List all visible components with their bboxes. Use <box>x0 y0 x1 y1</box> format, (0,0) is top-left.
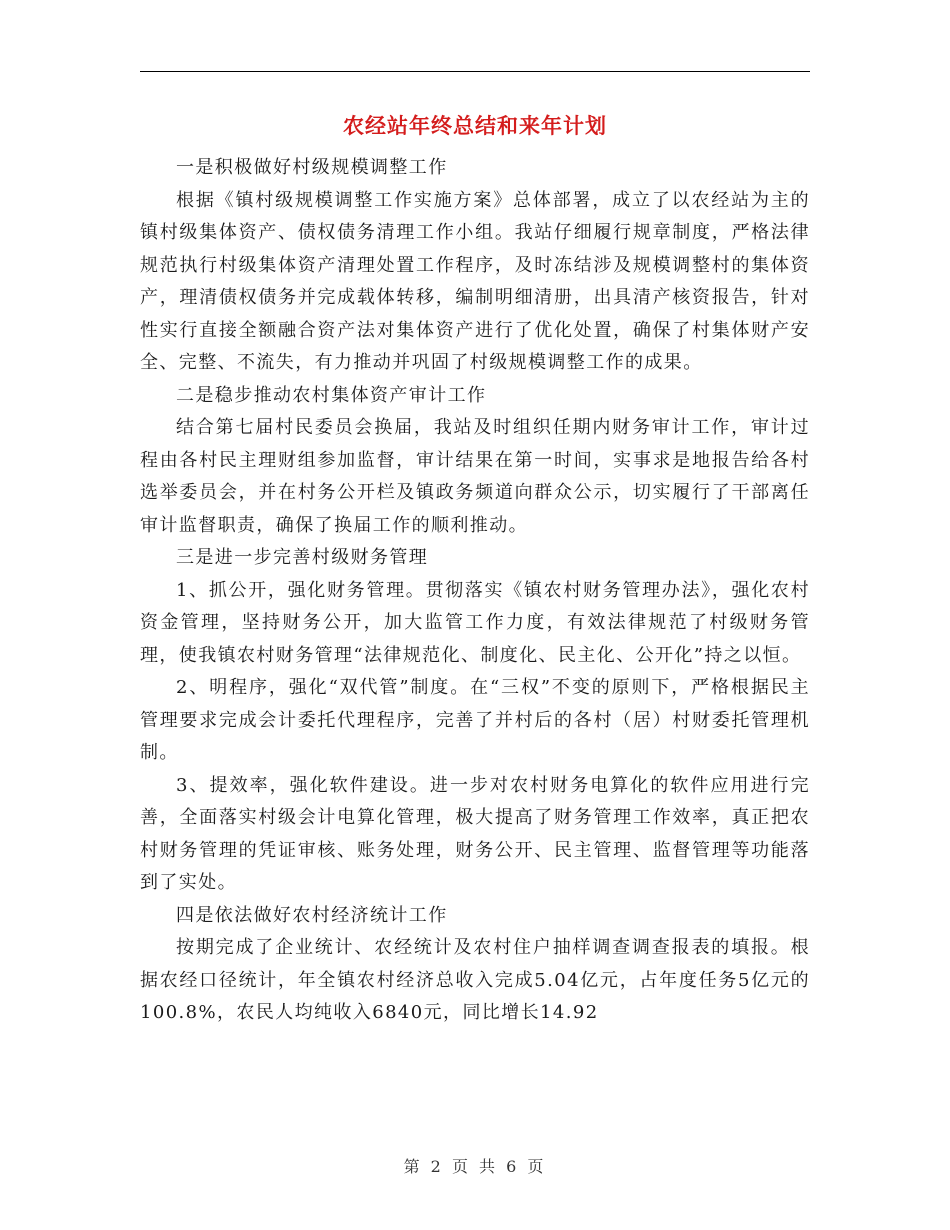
paragraph-economic-statistics: 按期完成了企业统计、农经统计及农村住户抽样调查调查报表的填报。根据农经口径统计，年全镇农村经济总收入完成5.04亿元，占年度任务5亿元的100.8%，农民人均纯收入6840元，同比增长14.92 <box>140 937 810 1023</box>
paragraph-dual-agency-system: 2、明程序，强化“双代管”制度。在“三权”不变的原则下，严格根据民主管理要求完成会计委托代理程序，完善了并村后的各村（居）村财委托管理机制。 <box>140 677 810 763</box>
paragraph-software-efficiency: 3、提效率，强化软件建设。进一步对农村财务电算化的软件应用进行完善，全面落实村级会计电算化管理，极大提高了财务管理工作效率，真正把农村财务管理的凭证审核、账务处理，财务公开、民主管理、监督管理等功能落到了实处。 <box>140 774 810 893</box>
document-body <box>140 152 810 1030</box>
page-number-footer: 第 2 页 共 6 页 <box>403 1157 547 1176</box>
heading-village-finance-management: 三是进一步完善村级财务管理 <box>176 547 429 568</box>
document-title: 农经站年终总结和来年计划 <box>343 113 607 138</box>
paragraph-finance-openness: 1、抓公开，强化财务管理。贯彻落实《镇农村财务管理办法》，强化农村资金管理，坚持财务公开，加大监管工作力度，有效法律规范了村级财务管理，使我镇农村财务管理“法律规范化、制度化、民主化、公开化”持之以恒。 <box>140 579 810 666</box>
heading-village-scale-adjustment: 一是积极做好村级规模调整工作 <box>176 157 448 178</box>
header-rule <box>140 71 810 72</box>
heading-economic-statistics: 四是依法做好农村经济统计工作 <box>176 904 448 926</box>
paragraph-collective-asset-audit: 结合第七届村民委员会换届，我站及时组织任期内财务审计工作，审计过程由各村民主理财组参加监督，审计结果在第一时间，实事求是地报告给各村选举委员会，并在村务公开栏及镇政务频道向群众公示，切实履行了干部离任审计监督职责，确保了换届工作的顺利推动。 <box>140 417 810 536</box>
heading-collective-asset-audit: 二是稳步推动农村集体资产审计工作 <box>176 384 487 406</box>
paragraph-village-scale-adjustment: 根据《镇村级规模调整工作实施方案》总体部署，成立了以农经站为主的镇村级集体资产、债权债务清理工作小组。我站仔细履行规章制度，严格法律规范执行村级集体资产清理处置工作程序，及时冻结涉及规模调整村的集体资产，理清债权债务并完成载体转移，编制明细清册，出具清产核资报告，针对性实行直接全额融合资产法对集体资产进行了优化处置，确保了村集体财产安全、完整、不流失，有力推动并巩固了村级规模调整工作的成果。 <box>140 189 810 373</box>
